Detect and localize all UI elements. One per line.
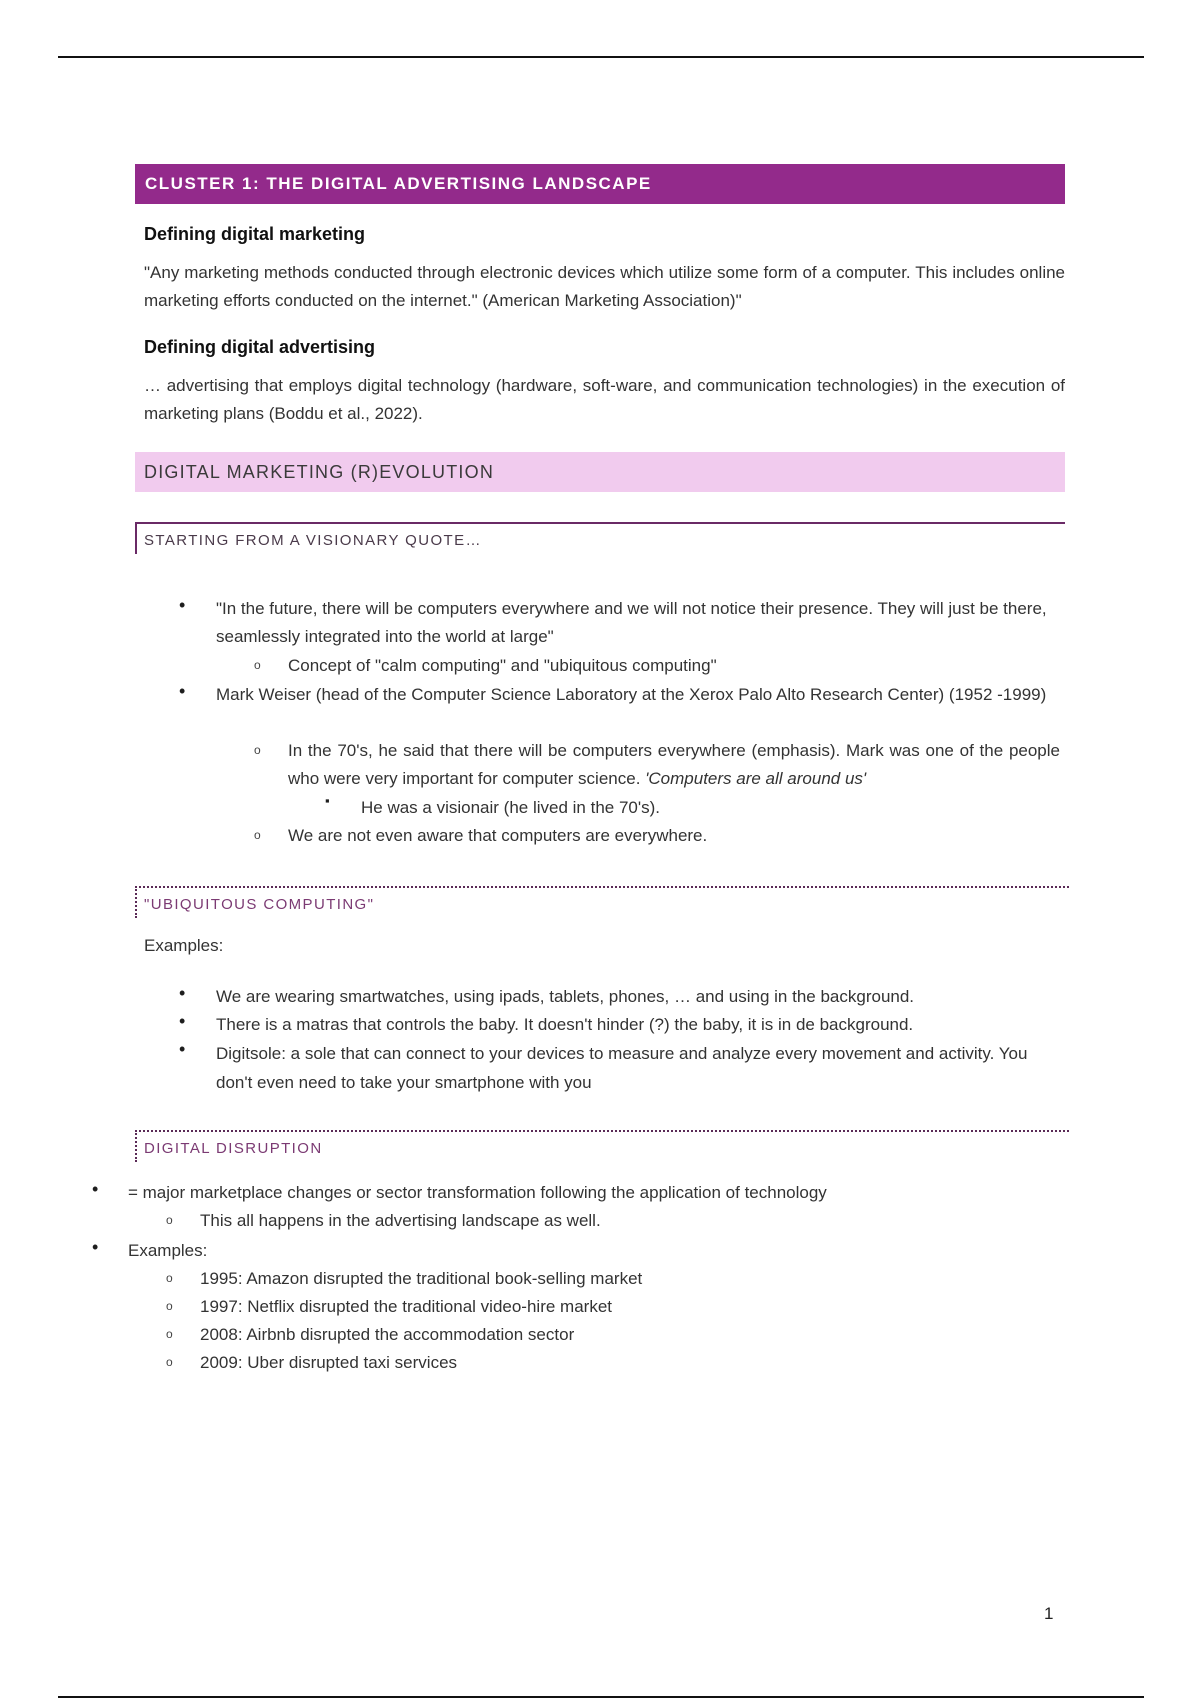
- sub-bullet-icon: o: [254, 658, 261, 672]
- ubiquitous-subheading: "UBIQUITOUS COMPUTING": [135, 886, 1069, 918]
- disruption-example-4: 2009: Uber disrupted taxi services: [200, 1353, 458, 1372]
- square-bullet-icon: ▪: [325, 793, 330, 808]
- weiser-sub1-italic: 'Computers are all around us': [645, 769, 867, 788]
- disruption-subheading: DIGITAL DISRUPTION: [135, 1130, 1069, 1162]
- quote-item: "In the future, there will be computers everywhere and we will not notice their presence. They will just be there, seamlessly integrated into the world at large": [216, 599, 1047, 646]
- footer-rule: [58, 1696, 1144, 1698]
- ubiquitous-item-2: There is a matras that controls the baby. It doesn't hinder (?) the baby, it is in de background.: [216, 1015, 914, 1034]
- ubiquitous-item-1: We are wearing smartwatches, using ipads, tablets, phones, … and using in the background.: [216, 987, 915, 1006]
- visionary-subheading: STARTING FROM A VISIONARY QUOTE…: [135, 522, 1065, 554]
- disruption-definition: = major marketplace changes or sector transformation following the application of technology: [128, 1183, 827, 1202]
- sub-bullet-icon: o: [166, 1327, 173, 1341]
- sub-bullet-icon: o: [166, 1271, 173, 1285]
- quote-sub-item: Concept of "calm computing" and "ubiquitous computing": [288, 656, 717, 675]
- weiser-detail: He was a visionair (he lived in the 70's).: [361, 798, 660, 817]
- weiser-item: Mark Weiser (head of the Computer Science Laboratory at the Xerox Palo Alto Research Center) (1952 -1999): [216, 685, 1047, 704]
- section-title-bar: DIGITAL MARKETING (R)EVOLUTION: [135, 452, 1065, 492]
- disruption-definition-sub: This all happens in the advertising landscape as well.: [200, 1211, 601, 1230]
- disruption-example-3: 2008: Airbnb disrupted the accommodation sector: [200, 1325, 575, 1344]
- weiser-sub1-text: In the 70's, he said that there will be computers everywhere (emphasis). Mark was one of the people who were very important for computer science.: [288, 741, 1060, 788]
- header-rule: [58, 56, 1144, 58]
- disruption-example-1: 1995: Amazon disrupted the traditional book-selling market: [200, 1269, 643, 1288]
- sub-bullet-icon: o: [254, 743, 261, 757]
- disruption-example-2: 1997: Netflix disrupted the traditional video-hire market: [200, 1297, 612, 1316]
- page-number: 1: [1044, 1604, 1054, 1623]
- bullet-icon: •: [179, 1039, 186, 1059]
- sub-bullet-icon: o: [166, 1213, 173, 1227]
- defining-marketing-text: "Any marketing methods conducted through electronic devices which utilize some form of a computer. This includes online marketing efforts conducted on the internet." (American Marketing Association)": [144, 263, 1065, 310]
- cluster-title-bar: CLUSTER 1: THE DIGITAL ADVERTISING LANDSCAPE: [135, 164, 1065, 204]
- sub-bullet-icon: o: [166, 1299, 173, 1313]
- bullet-icon: •: [92, 1237, 99, 1257]
- bullet-icon: •: [179, 983, 186, 1003]
- sub-bullet-icon: o: [254, 828, 261, 842]
- bullet-icon: •: [179, 1011, 186, 1031]
- weiser-sub1: [288, 737, 1060, 793]
- ubiquitous-item-3: Digitsole: a sole that can connect to your devices to measure and analyze every movement and activity. You don't even need to take your smartphone with you: [216, 1044, 1028, 1092]
- bullet-icon: •: [92, 1179, 99, 1199]
- sub-bullet-icon: o: [166, 1355, 173, 1369]
- defining-marketing-heading: Defining digital marketing: [144, 224, 366, 244]
- disruption-examples-label: Examples:: [128, 1241, 208, 1260]
- ubiquitous-examples-label: Examples:: [144, 936, 224, 955]
- defining-advertising-text: … advertising that employs digital technology (hardware, soft-ware, and communication technologies) in the execution of marketing plans (Boddu et al., 2022).: [144, 376, 1065, 423]
- bullet-icon: •: [179, 595, 186, 615]
- page-content: [135, 164, 1065, 554]
- bullet-icon: •: [179, 681, 186, 701]
- defining-advertising-heading: Defining digital advertising: [144, 337, 376, 357]
- weiser-sub2: We are not even aware that computers are everywhere.: [288, 826, 708, 845]
